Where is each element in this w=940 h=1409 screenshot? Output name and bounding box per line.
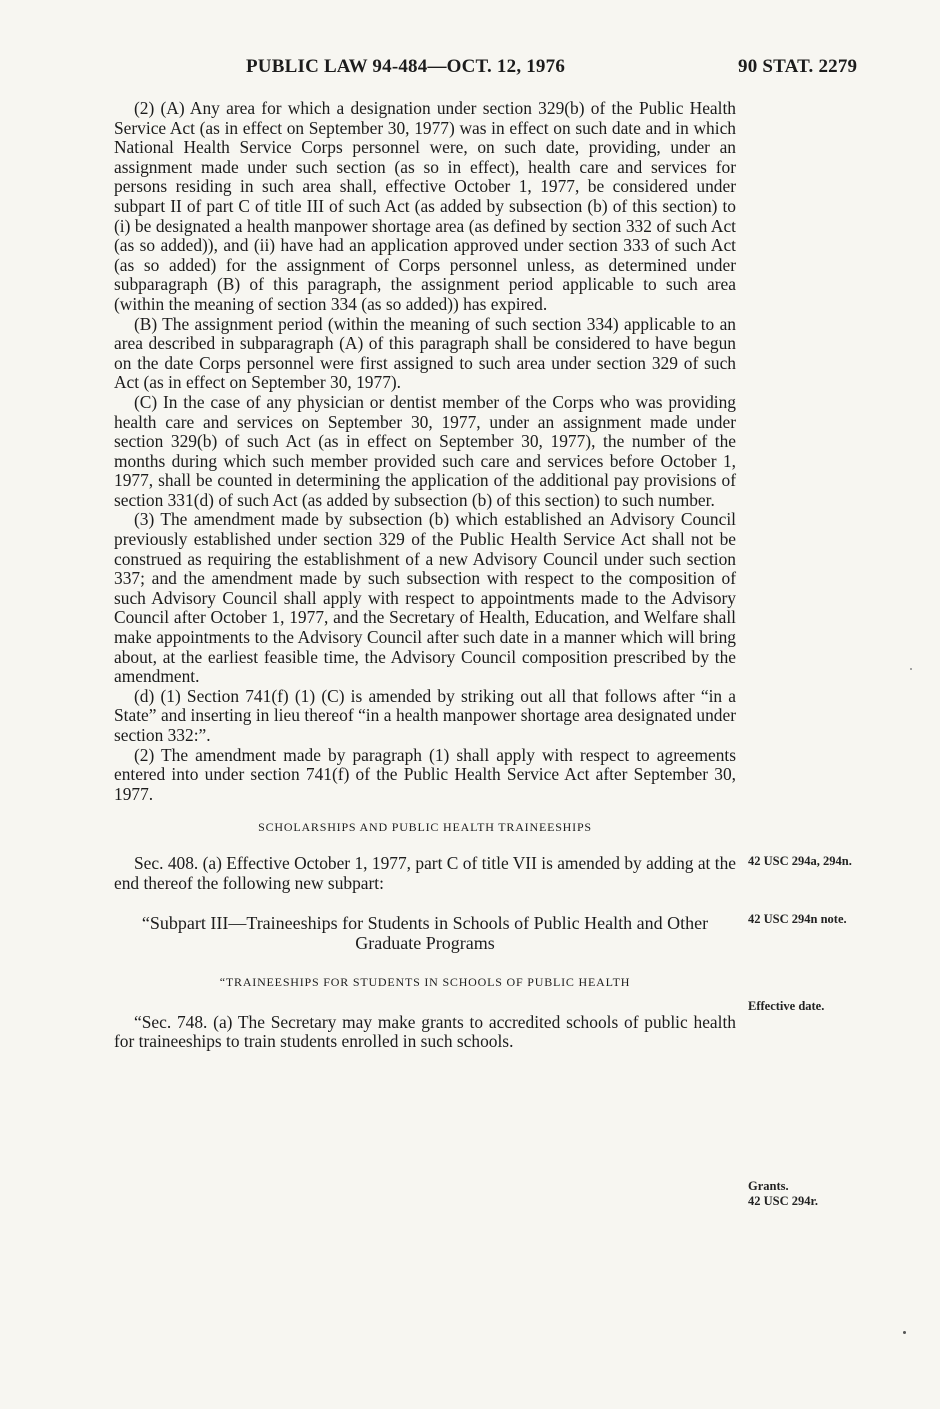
speck-mark (910, 668, 912, 670)
paragraph-2a: (2) (A) Any area for which a designation under section 329(b) of the Public Health Service Act (as in effect on September 30, 1977) was in effect on such date and in which National Health Service Corps personnel were, on such date, providing, under an assignment made under such section (as so in effect), health care and services for persons residing in such area shall, effective October 1, 1977, be considered under subpart II of part C of title III of such Act (as added by subsection (b) of this section) to (i) be designated a health manpower shortage area (as defined by section 332 of such Act (as so added)), and (ii) have had an application approved under section 333 of such Act (as so added) for the assignment of Corps personnel unless, as determined under subparagraph (B) of this paragraph, the assignment period applicable to such area (within the meaning of section 334 (as so added)) has expired. (114, 98, 736, 314)
paragraph-2b: (B) The assignment period (within the meaning of such section 334) applicable to an area described in subparagraph (A) of this paragraph shall be considered to have begun on the date Corps personnel were first assigned to such area under section 329 of such Act (as in effect on September 30, 1977). (114, 313, 736, 393)
margin-note-grants (748, 1179, 818, 1209)
paragraph-3: (3) The amendment made by subsection (b) which established an Advisory Council previously established under section 329 of the Public Health Service Act shall not be construed as requiring the establishment of a new Advisory Council under such section 337; and the amendment made by such subsection with respect to the composition of such Advisory Council shall apply with respect to appointments made to the Advisory Council after October 1, 1977, and the Secretary of Health, Education, and Welfare shall make appointments to the Advisory Council after such date in a manner which will bring about, at the earliest feasible time, the Advisory Council composition prescribed by the amendment. (114, 509, 736, 687)
paragraph-sec-748: “Sec. 748. (a) The Secretary may make grants to accredited schools of public health for traineeships to train students enrolled in such schools. (114, 1011, 736, 1052)
margin-note-citation-294n: 42 USC 294n note. (748, 912, 847, 926)
section-heading-traineeships: “TRAINEESHIPS FOR STUDENTS IN SCHOOLS OF PUBLIC HEALTH (219, 975, 631, 990)
paragraph-d1: (d) (1) Section 741(f) (1) (C) is amended by striking out all that follows after “in a State” and inserting in lieu thereof “in a health manpower shortage area designated under section 332:”. (114, 685, 736, 745)
paragraph-2c: (C) In the case of any physician or dentist member of the Corps who was providing health care and services on September 30, 1977, under an assignment made under section 329(b) of such Act (as in effect on September 30, 1977), the number of the months during which such member provided such care and services before October 1, 1977, shall be counted in determining the application of the additional pay provisions of section 331(d) of such Act (as added by subsection (b) of this section) to such number. (114, 391, 736, 510)
page-header (0, 56, 940, 82)
margin-note-grants-label: Grants. (748, 1179, 789, 1193)
section-heading-scholarships: SCHOLARSHIPS AND PUBLIC HEALTH TRAINEESHIPS (258, 820, 592, 835)
paragraph-d2: (2) The amendment made by paragraph (1) shall apply with respect to agreements entered into under section 741(f) of the Public Health Service Act after September 30, 1977. (114, 744, 736, 804)
body-text (114, 99, 736, 1052)
margin-note-citation-294r: 42 USC 294r. (748, 1194, 819, 1208)
statute-page-number: 90 STAT. 2279 (738, 56, 858, 77)
subpart-title: “Subpart III—Traineeships for Students in Schools of Public Health and Other Graduate Programs (141, 913, 709, 954)
page-title: PUBLIC LAW 94-484—OCT. 12, 1976 (246, 56, 566, 77)
speck-mark (903, 1331, 906, 1334)
paragraph-sec-408: Sec. 408. (a) Effective October 1, 1977, part C of title VII is amended by adding at the end thereof the following new subpart: (114, 852, 736, 893)
margin-note-citation-294a: 42 USC 294a, 294n. (748, 854, 852, 868)
margin-note-effective-date: Effective date. (748, 999, 825, 1013)
